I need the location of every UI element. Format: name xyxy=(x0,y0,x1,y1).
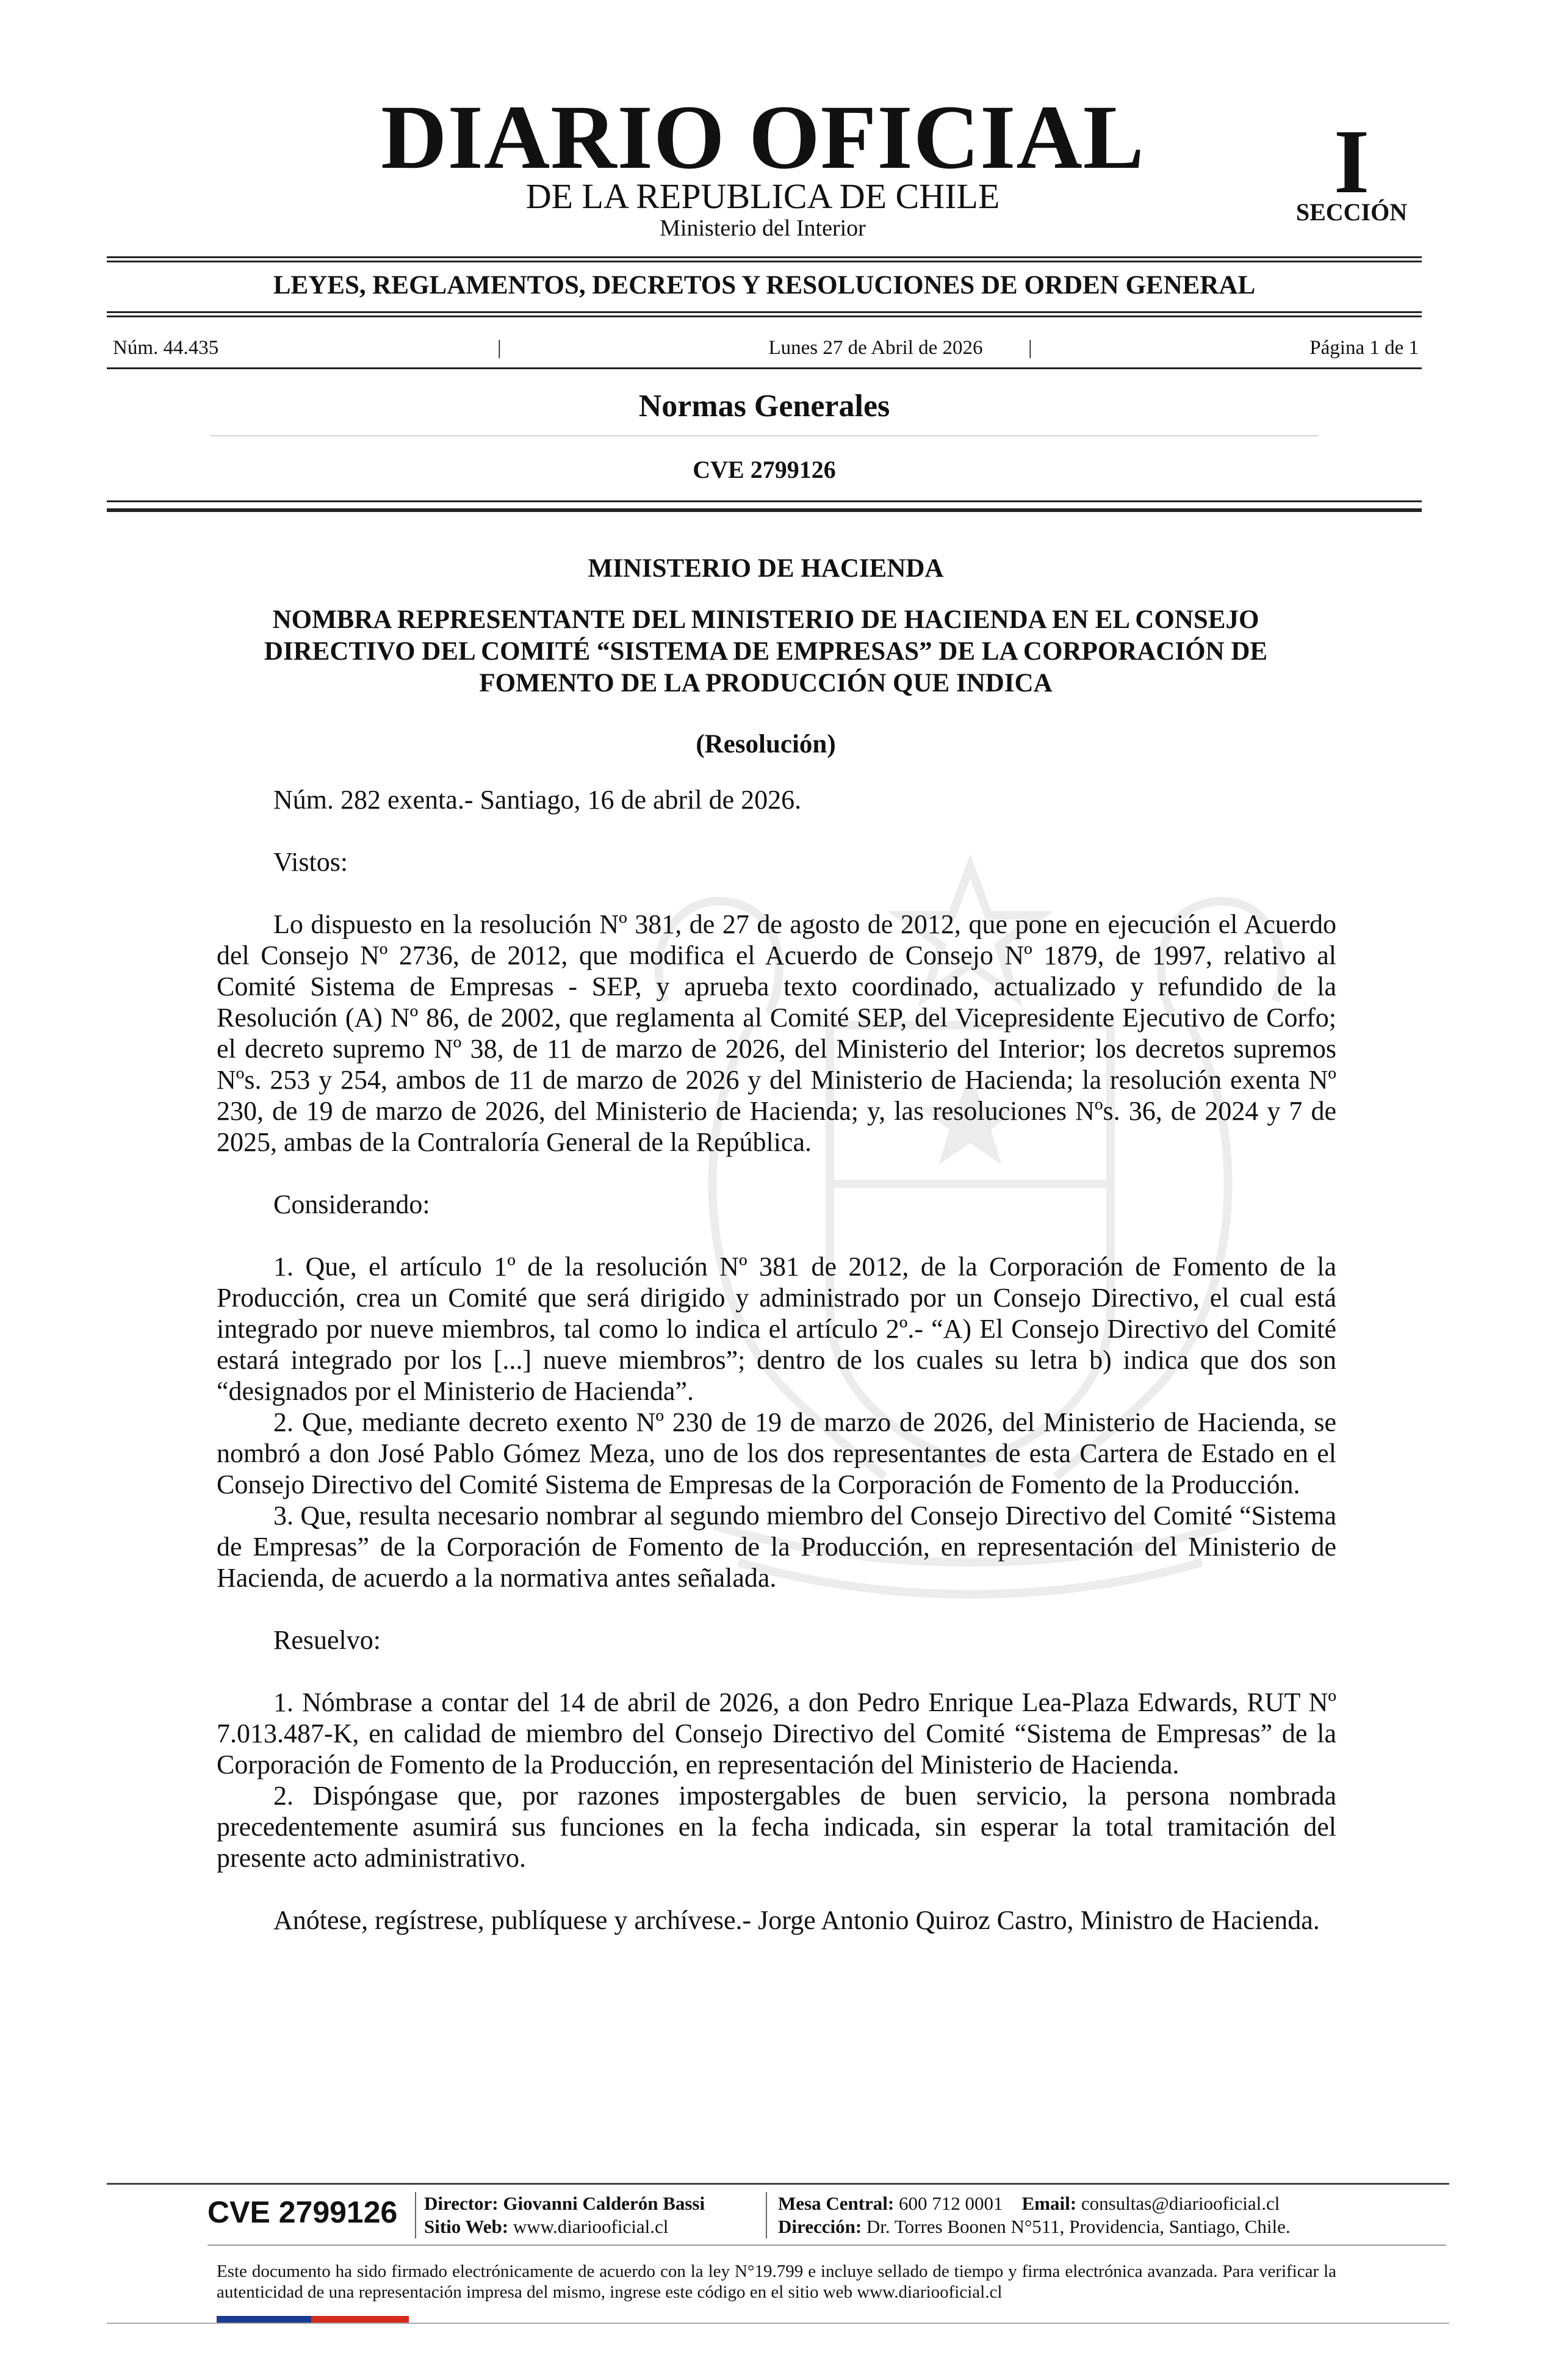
resolution-title-line: DIRECTIVO DEL COMITÉ “SISTEMA DE EMPRESAS” DE LA CORPORACIÓN DE xyxy=(264,637,1268,666)
resuelvo-item: 2. Dispóngase que, por razones impostergables de buen servicio, la persona nombrada precedentemente asumirá sus funciones en la fecha indicada, sin esperar la total tramitación del presente acto administrativo. xyxy=(217,1781,1336,1873)
flag-blue-segment xyxy=(217,2316,311,2323)
section-heading: LEYES, REGLAMENTOS, DECRETOS Y RESOLUCIONES DE ORDEN GENERAL xyxy=(273,271,1256,300)
director-name: Giovanni Calderón Bassi xyxy=(503,2193,705,2214)
footer-contact-info xyxy=(778,2192,1291,2238)
issue-date: Lunes 27 de Abril de 2026 xyxy=(768,337,983,359)
section-numeral: I xyxy=(1333,111,1370,212)
email-link[interactable]: consultas@diariooficial.cl xyxy=(1081,2193,1280,2214)
info-separator: | xyxy=(497,337,502,359)
heading-rule xyxy=(107,311,1422,317)
footer-cve-code: CVE 2799126 xyxy=(207,2195,398,2229)
issuing-ministry: MINISTERIO DE HACIENDA xyxy=(588,554,944,583)
masthead-rule xyxy=(107,256,1422,262)
vistos-paragraph: Lo dispuesto en la resolución Nº 381, de 27 de agosto de 2012, que pone en ejecución el Acuerdo del Consejo Nº 2736, de 2012, que modifica el Acuerdo de Consejo Nº 1879, de 1997, relativo al Comité Sistema de Empresas - SEP, y aprueba texto coordinado, actualizado y refundido de la Resolución (A) Nº 86, de 2002, que reglamenta al Comité SEP, del Vicepresidente Ejecutivo de Corfo; el decreto supremo Nº 38, de 11 de marzo de 2026, del Ministerio del Interior; los decretos supremos Nºs. 253 y 254, ambos de 11 de marzo de 2026 y del Ministerio de Hacienda; la resolución exenta Nº 230, de 19 de marzo de 2026, del Ministerio de Hacienda; y, las resoluciones Nºs. 36, de 2024 y 7 de 2025, ambas de la Contraloría General de la República. xyxy=(217,909,1336,1157)
issue-number: Núm. 44.435 xyxy=(113,337,219,359)
email-label: Email: xyxy=(1021,2193,1077,2214)
footer-top-rule xyxy=(107,2183,1449,2185)
issue-info-bar xyxy=(113,336,1419,360)
page-indicator: Página 1 de 1 xyxy=(1309,337,1419,359)
newspaper-title: DIARIO OFICIAL xyxy=(381,87,1145,188)
resuelvo-label: Resuelvo: xyxy=(273,1625,381,1655)
website-link[interactable]: www.diariooficial.cl xyxy=(513,2216,669,2237)
resolution-title-line: FOMENTO DE LA PRODUCCIÓN QUE INDICA xyxy=(479,669,1053,698)
newspaper-ministry: Ministerio del Interior xyxy=(660,215,866,241)
phone-number: 600 712 0001 xyxy=(899,2193,1003,2214)
closing-signature: Anótese, regístrese, publíquese y archívese.- Jorge Antonio Quiroz Castro, Ministro de Hacienda. xyxy=(273,1905,1320,1935)
website-label: Sitio Web: xyxy=(424,2216,509,2237)
info-bar-rule xyxy=(107,367,1422,369)
flag-red-segment xyxy=(311,2316,409,2323)
category-heading: Normas Generales xyxy=(638,389,890,424)
considerando-item: 2. Que, mediante decreto exento Nº 230 de 19 de marzo de 2026, del Ministerio de Hacienda, se nombró a don José Pablo Gómez Meza, uno de los dos representantes de esta Cartera de Estado en el Consejo Directivo del Comité Sistema de Empresas de la Corporación de Fomento de la Producción. xyxy=(217,1407,1336,1499)
footer-legal-notice: Este documento ha sido firmado electrónicamente de acuerdo con la ley N°19.799 e incluye sellado de tiempo y firma electrónica avanzada. Para verificar la autenticidad de una representación impresa del mismo, ingrese este código en el sitio web www.diariooficial.cl xyxy=(217,2262,1336,2302)
considerando-item: 3. Que, resulta necesario nombrar al segundo miembro del Consejo Directivo del Comité “Sistema de Empresas” de la Corporación de Fomento de la Producción, en representación del Ministerio de Hacienda, de acuerdo a la normativa antes señalada. xyxy=(217,1501,1336,1593)
resolution-title-line: NOMBRA REPRESENTANTE DEL MINISTERIO DE HACIENDA EN EL CONSEJO xyxy=(272,605,1259,634)
newspaper-subtitle: DE LA REPUBLICA DE CHILE xyxy=(525,176,1000,216)
category-rule xyxy=(211,435,1318,436)
header-heavy-rule xyxy=(107,500,1422,512)
footer-separator xyxy=(766,2192,767,2238)
director-label: Director: xyxy=(424,2193,499,2214)
address-text: Dr. Torres Boonen N°511, Providencia, Santiago, Chile. xyxy=(866,2216,1291,2237)
resolution-intro: Núm. 282 exenta.- Santiago, 16 de abril de 2026. xyxy=(273,785,802,815)
resuelvo-item: 1. Nómbrase a contar del 14 de abril de 2026, a don Pedro Enrique Lea-Plaza Edwards, RUT Nº 7.013.487-K, en calidad de miembro del Consejo Directivo del Comité “Sistema de Empresas” de la Corporación de Fomento de la Producción, en representación del Ministerio de Hacienda. xyxy=(217,1687,1336,1780)
footer-separator xyxy=(415,2192,416,2238)
considerando-label: Considerando: xyxy=(273,1189,430,1219)
info-separator: | xyxy=(1028,337,1032,359)
footer-bottom-rule xyxy=(107,2323,1449,2324)
address-label: Dirección: xyxy=(778,2216,862,2237)
cve-code: CVE 2799126 xyxy=(693,456,836,483)
resolution-body xyxy=(217,784,1336,1936)
resolution-title xyxy=(211,604,1321,699)
footer-publisher-info xyxy=(424,2192,705,2238)
phone-label: Mesa Central: xyxy=(778,2193,895,2214)
section-label: SECCIÓN xyxy=(1295,198,1408,226)
footer-mid-rule xyxy=(207,2245,1446,2246)
resolution-kind: (Resolución) xyxy=(696,730,836,759)
chilean-flag-bar xyxy=(217,2316,409,2323)
considerando-item: 1. Que, el artículo 1º de la resolución Nº 381 de 2012, de la Corporación de Fomento de la Producción, crea un Comité que será dirigido y administrado por un Consejo Directivo, el cual está integrado por nueve miembros, tal como lo indica el artículo 2º.- “A) El Consejo Directivo del Comité estará integrado por los [...] nueve miembros”; dentro de los cuales su letra b) indica que dos son “designados por el Ministerio de Hacienda”. xyxy=(217,1252,1336,1406)
vistos-label: Vistos: xyxy=(273,847,348,877)
